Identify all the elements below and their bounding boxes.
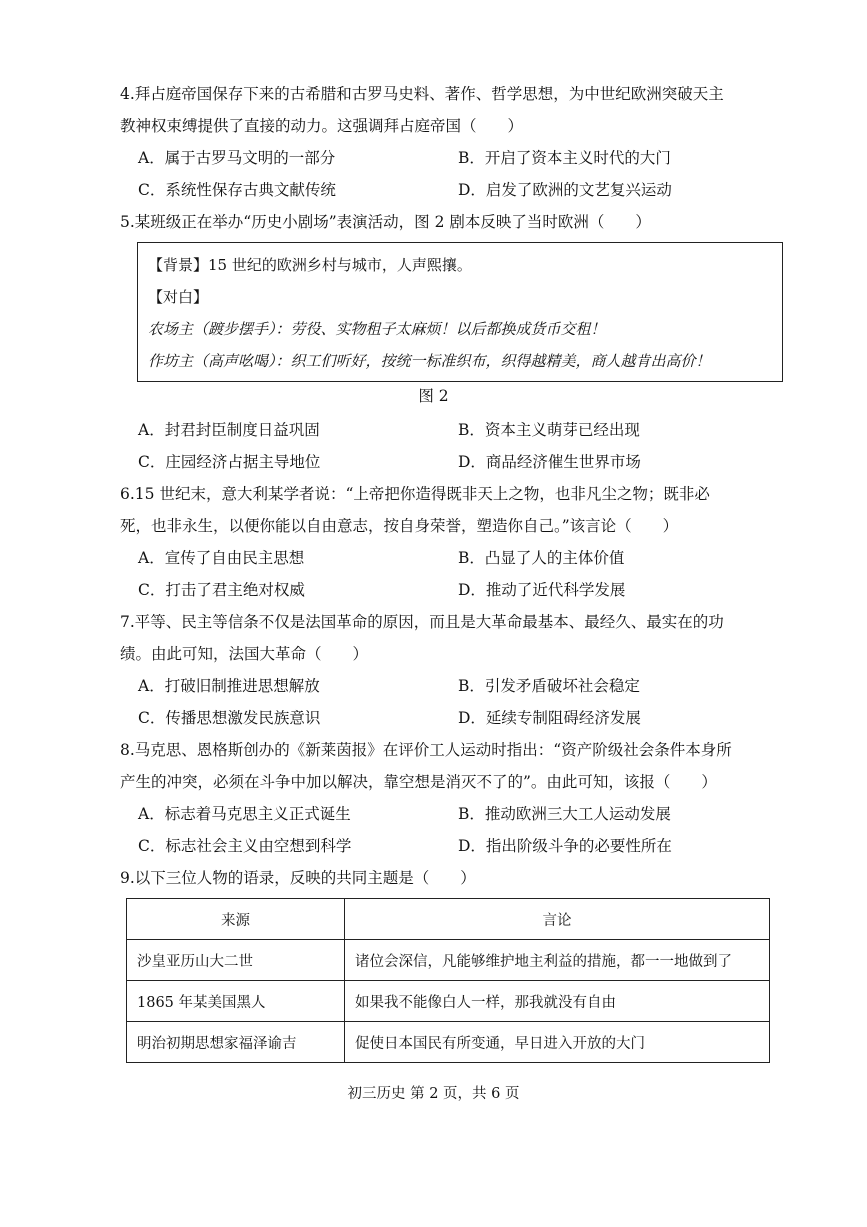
table-row [127, 940, 770, 981]
option-d[interactable]: D．延续专制阻碍经济发展 [458, 709, 641, 727]
option-a[interactable]: A．封君封臣制度日益巩固 [138, 421, 320, 439]
table-header-row [127, 899, 770, 940]
option-c[interactable]: C．庄园经济占据主导地位 [138, 453, 321, 471]
table-cell-source: 1865 年某美国黑人 [127, 981, 345, 1022]
script-dialogue-label: 【对白】 [148, 288, 209, 306]
table-header-quote: 言论 [345, 899, 770, 940]
question-8 [120, 734, 780, 798]
table-cell-quote: 促使日本国民有所变通，早日进入开放的大门 [345, 1022, 770, 1063]
question-4-stem-line2: 教神权束缚提供了直接的动力。这强调拜占庭帝国（ ） [120, 117, 524, 135]
table-cell-source: 沙皇亚历山大二世 [127, 940, 345, 981]
table-cell-quote: 如果我不能像白人一样，那我就没有自由 [345, 981, 770, 1022]
question-4-stem-line1: 4.拜占庭帝国保存下来的古希腊和古罗马史料、著作、哲学思想，为中世纪欧洲突破天主 [120, 85, 724, 103]
script-line-farmer: 农场主（踱步摆手）：劳役、实物租子太麻烦！以后都换成货币交租！ [148, 320, 606, 338]
option-b[interactable]: B．凸显了人的主体价值 [458, 549, 625, 567]
question-9 [120, 862, 780, 894]
question-6-stem-line2: 死，也非永生，以便你能以自由意志，按自身荣誉，塑造你自己。”该言论（ ） [120, 517, 679, 535]
option-c[interactable]: C．标志社会主义由空想到科学 [138, 837, 352, 855]
option-d[interactable]: D．推动了近代科学发展 [458, 581, 626, 599]
option-c[interactable]: C．传播思想激发民族意识 [138, 709, 321, 727]
question-7-stem-line1: 7.平等、民主等信条不仅是法国革命的原因，而且是大革命最基本、最经久、最实在的功 [120, 613, 724, 631]
question-8-stem-line1: 8.马克思、恩格斯创办的《新莱茵报》在评价工人运动时指出：“资产阶级社会条件本身所 [120, 741, 732, 759]
question-8-stem-line2: 产生的冲突，必须在斗争中加以解决，靠空想是消灭不了的”。由此可知，该报（ ） [120, 773, 717, 791]
page-footer: 初三历史 第 2 页，共 6 页 [347, 1086, 520, 1102]
table-row [127, 1022, 770, 1063]
option-a[interactable]: A．宣传了自由民主思想 [138, 549, 305, 567]
option-c[interactable]: C．系统性保存古典文献传统 [138, 181, 336, 199]
table-row [127, 981, 770, 1022]
question-6-options [138, 542, 778, 606]
option-a[interactable]: A．属于古罗马文明的一部分 [138, 149, 336, 167]
option-b[interactable]: B．引发矛盾破坏社会稳定 [458, 677, 640, 695]
question-5-stem: 5.某班级正在举办“历史小剧场”表演活动，图 2 剧本反映了当时欧洲（ ） [120, 213, 651, 231]
script-box [137, 242, 783, 382]
question-9-stem: 9.以下三位人物的语录，反映的共同主题是（ ） [120, 869, 476, 887]
question-6 [120, 478, 780, 542]
quotes-table [126, 898, 770, 1063]
figure-caption: 图 2 [418, 387, 449, 405]
option-d[interactable]: D．商品经济催生世界市场 [458, 453, 641, 471]
script-background: 【背景】15 世纪的欧洲乡村与城市，人声熙攘。 [148, 256, 472, 274]
script-line-workshop: 作坊主（高声吆喝）：织工们听好，按统一标准织布，织得越精美，商人越肯出高价！ [148, 352, 711, 370]
option-c[interactable]: C．打击了君主绝对权威 [138, 581, 305, 599]
question-7-stem-line2: 绩。由此可知，法国大革命（ ） [120, 645, 369, 663]
question-6-stem-line1: 6.15 世纪末，意大利某学者说：“上帝把你造得既非天上之物，也非凡尘之物；既非必 [120, 485, 710, 503]
table-cell-source: 明治初期思想家福泽谕吉 [127, 1022, 345, 1063]
option-d[interactable]: D．指出阶级斗争的必要性所在 [458, 837, 672, 855]
question-8-options [138, 798, 778, 862]
question-7 [120, 606, 780, 670]
option-b[interactable]: B．推动欧洲三大工人运动发展 [458, 805, 671, 823]
option-b[interactable]: B．开启了资本主义时代的大门 [458, 149, 671, 167]
table-cell-quote: 诸位会深信，凡能够维护地主利益的措施，都一一地做到了 [345, 940, 770, 981]
option-d[interactable]: D．启发了欧洲的文艺复兴运动 [458, 181, 672, 199]
option-a[interactable]: A．打破旧制推进思想解放 [138, 677, 320, 695]
option-b[interactable]: B．资本主义萌芽已经出现 [458, 421, 640, 439]
option-a[interactable]: A．标志着马克思主义正式诞生 [138, 805, 351, 823]
question-7-options [138, 670, 778, 734]
question-4 [120, 78, 780, 142]
question-4-options [138, 142, 778, 206]
question-5-options [138, 414, 778, 478]
table-header-source: 来源 [127, 899, 345, 940]
question-5 [120, 206, 780, 238]
